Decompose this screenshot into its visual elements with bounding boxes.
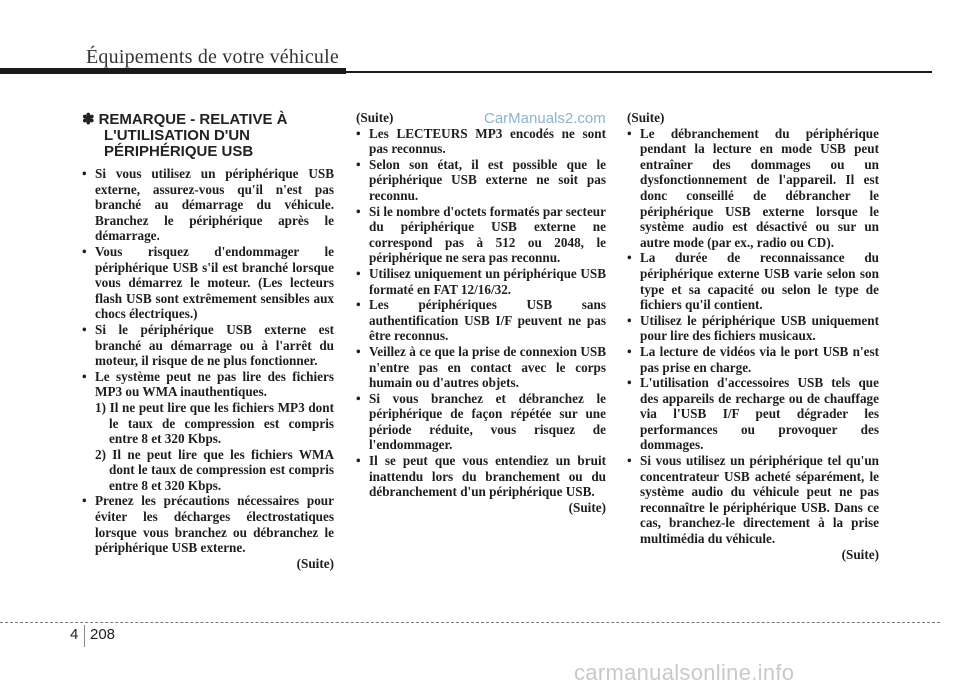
list-item: • L'utilisation d'accessoires USB tels que des appareils de recharge ou de chauffage via l'USB I/F peut dégrader les performances ou provoquer des dommages. [627, 375, 879, 453]
sub-item: 1) Il ne peut lire que les fichiers MP3 dont le taux de compression est compris entre 8 et 320 Kbps. [95, 399, 334, 447]
list-item: • La lecture de vidéos via le port USB n'est pas prise en charge. [627, 344, 879, 375]
list-item: • Si le périphérique USB externe est branché au démarrage ou à l'arrêt du moteur, il risque de ne plus fonctionner. [82, 322, 334, 369]
continued-label: (Suite) [296, 555, 334, 571]
list-item: • Il se peut que vous entendiez un bruit inattendu lors du branchement ou du débranchement d'un périphérique USB. [356, 453, 606, 500]
list-item: • Si le nombre d'octets formatés par secteur du périphérique USB externe ne correspond pas à 512 ou 2048, le périphérique ne sera pas reconnu. [356, 204, 606, 266]
page-number: 208 [90, 626, 116, 643]
column-title: (Suite) [627, 110, 665, 125]
star-icon: ✽ [82, 111, 95, 128]
note-list-2 [356, 126, 606, 500]
continued-label: (Suite) [568, 499, 606, 515]
page-header-title: Équipements de votre véhicule [86, 46, 339, 68]
column-1 [82, 112, 334, 571]
note-title [82, 112, 334, 160]
note-list-3 [627, 126, 879, 547]
note-title-line-3: PÉRIPHÉRIQUE USB [104, 143, 254, 160]
list-item: • Si vous utilisez un périphérique tel qu'un concentrateur USB acheté séparément, le système audio du véhicule peut ne pas reconnaître le périphérique USB. Dans ce cas, branchez-le directement à la prise multimédia du véhicule. [627, 453, 879, 547]
note-title-line-2: L'UTILISATION D'UN [104, 127, 251, 144]
list-item: • Vous risquez d'endommager le périphérique USB s'il est branché lorsque vous démarrez le moteur. (Les lecteurs flash USB sont extrêmement sensibles aux chocs électriques.) [82, 244, 334, 322]
sub-item: 2) Il ne peut lire que les fichiers WMA dont le taux de compression est compris entre 8 et 320 Kbps. [95, 446, 334, 493]
header-rule [0, 68, 346, 74]
footer-rule [0, 622, 940, 623]
list-item: • Utilisez uniquement un périphérique USB formaté en FAT 12/16/32. [356, 266, 606, 297]
note-title-line-1: ✽ REMARQUE - RELATIVE À [82, 111, 288, 128]
list-item: • Si vous branchez et débranchez le périphérique de façon répétée sur une période réduite, vous risquez de l'endommager. [356, 391, 606, 453]
column-title: (Suite) [356, 110, 394, 125]
list-item: • Prenez les précautions nécessaires pour éviter les décharges électrostatiques lorsque vous branchez ou débranchez le périphérique USB externe. [82, 493, 334, 555]
list-item: • Selon son état, il est possible que le périphérique USB externe ne soit pas reconnu. [356, 157, 606, 204]
list-item-text: Le système peut ne pas lire des fichiers MP3 ou WMA inauthentiques. [95, 368, 334, 400]
chapter-number: 4 [70, 626, 79, 643]
note-list-1 [82, 166, 334, 556]
list-item: • La durée de reconnaissance du périphérique externe USB varie selon son type et sa capacité ou selon le type de fichiers qu'il contient. [627, 250, 879, 312]
list-item: • Veillez à ce que la prise de connexion USB n'entre pas en contact avec le corps humain ou d'autres objets. [356, 344, 606, 391]
column-3 [627, 110, 879, 562]
footer-divider [84, 625, 85, 647]
watermark-top: CarManuals2.com [484, 110, 606, 127]
list-item: • Les périphériques USB sans authentification USB I/F peuvent ne pas être reconnus. [356, 297, 606, 344]
watermark-bottom: carmanualsonline.info [574, 660, 795, 685]
list-item: • Si vous utilisez un périphérique USB externe, assurez-vous qu'il n'est pas branché au démarrage du véhicule. Branchez le périphérique après le démarrage. [82, 166, 334, 244]
column-2 [356, 110, 606, 515]
continued-label: (Suite) [841, 546, 879, 562]
list-item: • Utilisez le périphérique USB uniquement pour lire des fichiers musicaux. [627, 313, 879, 344]
header-rule-thin [346, 71, 932, 73]
list-item: • Le débranchement du périphérique pendant la lecture en mode USB peut entraîner des dommages ou un dysfonctionnement de l'appareil. Il est donc conseillé de débrancher le périphérique USB externe lorsque le système audio est désactivé ou sur un autre mode (par ex., radio ou CD). [627, 126, 879, 251]
list-item: • Les LECTEURS MP3 encodés ne sont pas reconnus. [356, 126, 606, 157]
list-item [82, 369, 334, 494]
